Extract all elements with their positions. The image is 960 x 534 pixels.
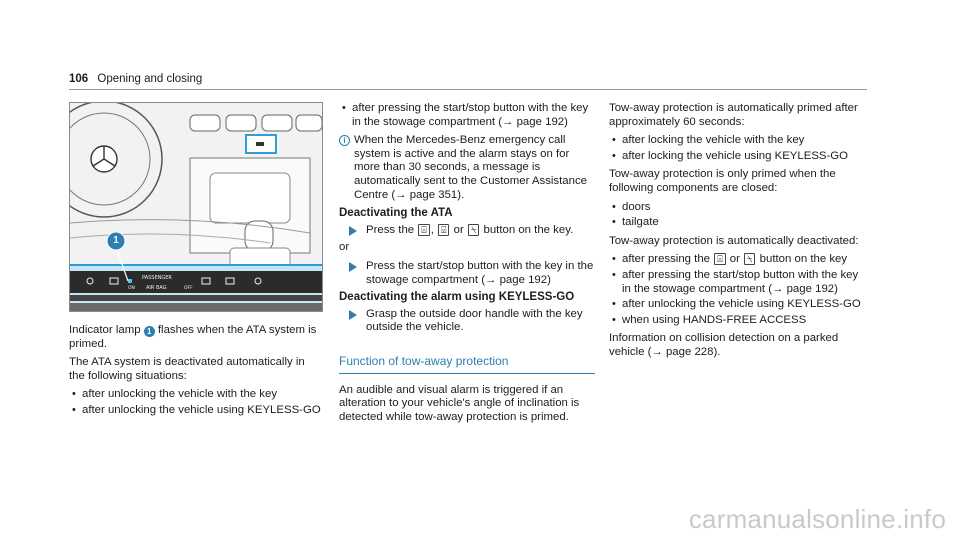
- page-header: [69, 73, 202, 87]
- tailgate-key-icon: ⍀: [744, 253, 755, 265]
- tow-away-primed-paragraph: Tow-away protection is automatically primed after approximately 60 seconds:: [609, 102, 858, 128]
- deactivation-list-continued: [339, 102, 595, 129]
- callout-badge: 1: [113, 235, 119, 246]
- vehicle-interior-illustration: [69, 102, 323, 312]
- indicator-text-pre: Indicator lamp: [69, 324, 141, 336]
- header-rule: [69, 89, 867, 90]
- heading-deactivating-ata: Deactivating the ATA: [339, 207, 453, 220]
- step-arrow-icon: [349, 262, 357, 272]
- page-title: Opening and closing: [97, 73, 203, 85]
- list-item: • after unlocking the vehicle using KEYLESS-GO: [72, 403, 321, 416]
- heading-deactivating-alarm-keyless: Deactivating the alarm using KEYLESS-GO: [339, 291, 575, 304]
- dashboard-drawing: [70, 103, 323, 312]
- column-2: [339, 102, 595, 429]
- panel-label-passenger: PASSENGER: [142, 275, 172, 281]
- section-title-tow-away: Function of tow-away protection: [339, 355, 595, 374]
- auto-deactivated-list: [609, 253, 867, 327]
- list-item: • after pressing the ⍓ or ⍀ button on the key: [612, 253, 848, 266]
- list-item: • after unlocking the vehicle using KEYLESS-GO: [612, 298, 861, 311]
- info-note: [339, 134, 595, 202]
- column-3: [609, 102, 867, 365]
- collision-info-paragraph: Information on collision detection on a parked vehicle (→ page 228).: [609, 332, 839, 358]
- step-press-start-stop: Press the start/stop button with the key in the stowage compartment (→ page 192): [339, 260, 595, 287]
- panel-label-off: OFF: [184, 286, 193, 291]
- list-item: • doors: [612, 200, 651, 213]
- column-1: [69, 102, 323, 423]
- step-grasp-handle: Grasp the outside door handle with the key outside the vehicle.: [339, 308, 595, 335]
- components-list: [609, 201, 867, 230]
- list-item: • after locking the vehicle with the key: [612, 134, 805, 147]
- list-item: • tailgate: [612, 216, 659, 229]
- auto-deactivated-paragraph: Tow-away protection is automatically deactivated:: [609, 234, 859, 247]
- page-number: 106: [69, 73, 89, 85]
- list-item: • after pressing the start/stop button with the key in the stowage compartment (→ page 192): [612, 268, 859, 295]
- indicator-badge: 1: [144, 326, 155, 337]
- info-icon: i: [339, 135, 350, 146]
- tow-away-description: An audible and visual alarm is triggered if an alteration to your vehicle's angle of inclination is detected while tow-away protection is primed.: [339, 383, 580, 423]
- info-note-text: When the Mercedes-Benz emergency call system is active and the alarm stays on for more than 30 seconds, a message is automatically sent to the Customer Assistance Centre (→ page 351).: [354, 134, 587, 201]
- indicator-text-post: flashes when the ATA system is primed.: [69, 324, 317, 350]
- tailgate-key-icon: ⍀: [468, 224, 479, 236]
- or-separator: or: [339, 241, 350, 254]
- list-item: • when using HANDS-FREE ACCESS: [612, 313, 807, 326]
- list-item: • after locking the vehicle using KEYLESS-GO: [612, 149, 849, 162]
- lock-key-icon: ⍓: [418, 224, 429, 236]
- lock-key-icon: ⍓: [714, 253, 725, 265]
- deactivation-list: [69, 388, 323, 417]
- indicator-paragraph: [69, 324, 323, 351]
- step-arrow-icon: [349, 226, 357, 236]
- list-item: • after pressing the start/stop button with the key in the stowage compartment (→ page 192): [342, 102, 589, 128]
- list-item: • after unlocking the vehicle with the key: [72, 388, 278, 401]
- unlock-key-icon: ⍌: [438, 224, 449, 236]
- watermark: carmanualsonline.info: [688, 504, 946, 534]
- step-press-key: Press the ⍓ , ⍌ or ⍀ button on the key.: [339, 224, 595, 238]
- step-arrow-icon: [349, 310, 357, 320]
- primed-list: [609, 134, 867, 163]
- components-paragraph: Tow-away protection is only primed when the following components are closed:: [609, 168, 836, 194]
- panel-label-on: ON: [128, 286, 135, 291]
- deactivation-paragraph: The ATA system is deactivated automatically in the following situations:: [69, 356, 305, 382]
- panel-label-airbag: AIR BAG: [146, 285, 167, 291]
